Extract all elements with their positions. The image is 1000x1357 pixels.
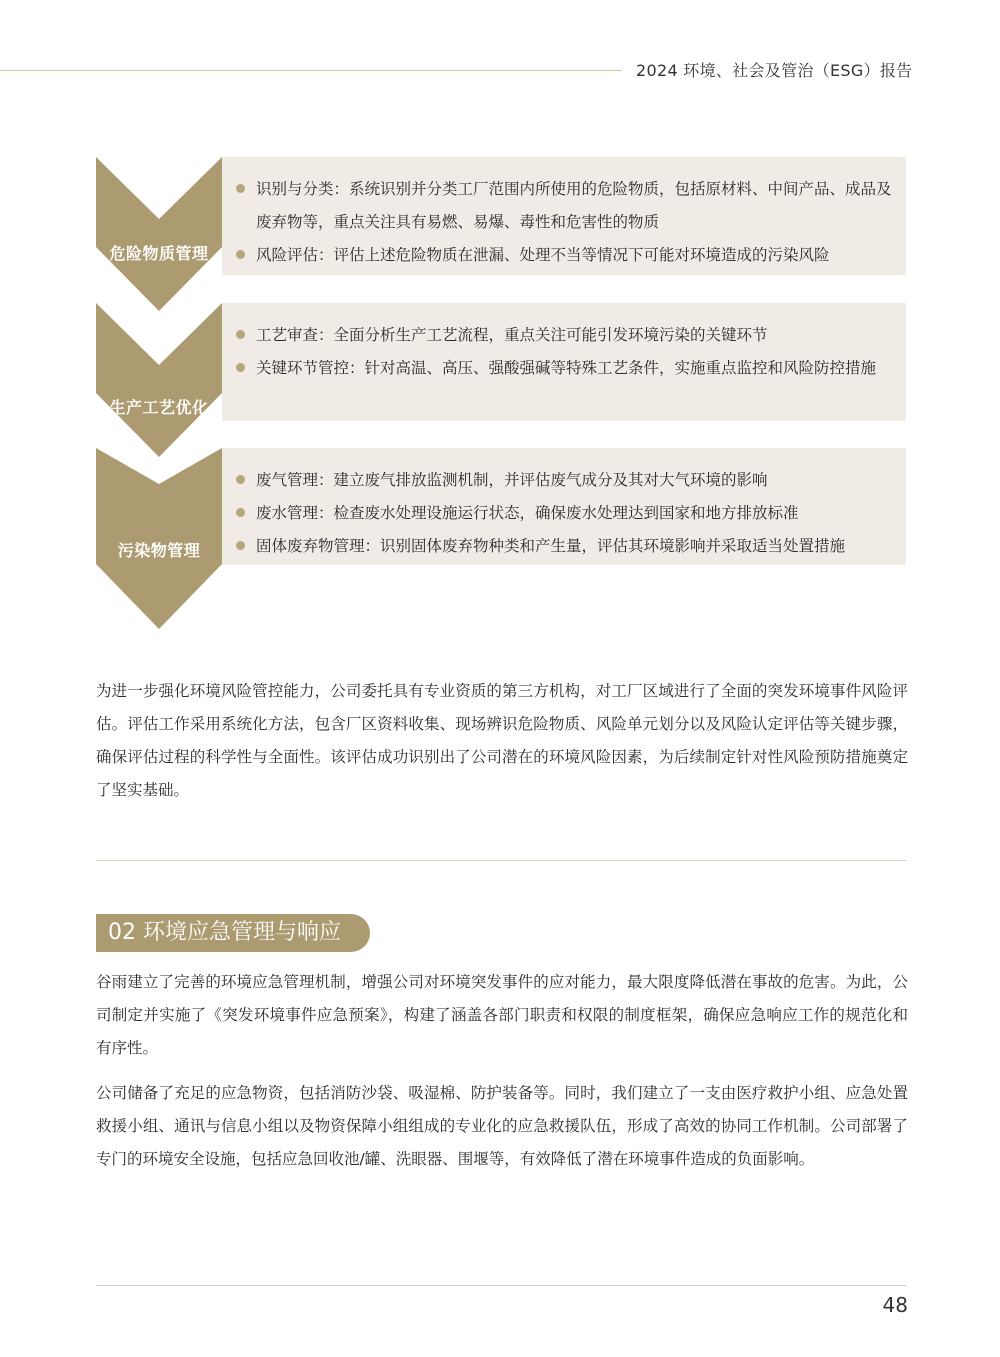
footer-rule xyxy=(96,1285,906,1286)
bullet-dot-icon xyxy=(236,475,245,484)
bullet-item xyxy=(236,319,892,352)
risk-assessment-paragraph: 为进一步强化环境风险管控能力，公司委托具有专业资质的第三方机构，对工厂区域进行了全面的突发环境事件风险评估。评估工作采用系统化方法，包含厂区资料收集、现场辨识危险物质、风险单元划分以及风险认定评估等关键步骤，确保评估过程的科学性与全面性。该评估成功识别出了公司潜在的环境风险因素，为后续制定针对性风险预防措施奠定了坚实基础。 xyxy=(96,682,908,799)
section-divider xyxy=(96,860,906,861)
bullet-item xyxy=(236,173,892,239)
bullet-dot-icon xyxy=(236,184,245,193)
header-rule xyxy=(0,70,622,71)
bullet-dot-icon xyxy=(236,508,245,517)
section-heading: 02 环境应急管理与响应 xyxy=(96,914,370,952)
bullet-dot-icon xyxy=(236,250,245,259)
page-number: 48 xyxy=(882,1293,908,1317)
emergency-paragraph-1: 谷雨建立了完善的环境应急管理机制，增强公司对环境突发事件的应对能力，最大限度降低潜在事故的危害。为此，公司制定并实施了《突发环境事件应急预案》，构建了涵盖各部门职责和权限的制度框架，确保应急响应工作的规范化和有序性。 xyxy=(96,973,908,1057)
bullet-item xyxy=(236,530,892,563)
report-title: 2024 环境、社会及管治（ESG）报告 xyxy=(636,61,913,80)
bullet-item xyxy=(236,352,892,385)
bullet-item xyxy=(236,239,892,272)
bullet-text: 废气管理：建立废气排放监测机制，并评估废气成分及其对大气环境的影响 xyxy=(256,471,768,489)
chevron-arrow-icon xyxy=(96,303,222,457)
bullet-item xyxy=(236,464,892,497)
process-label: 生产工艺优化 xyxy=(109,398,209,417)
bullet-item xyxy=(236,497,892,530)
bullet-dot-icon xyxy=(236,330,245,339)
bullet-dot-icon xyxy=(236,541,245,550)
process-panel xyxy=(222,303,906,421)
process-block-pollutant-management xyxy=(96,448,906,630)
emergency-paragraph-2: 公司储备了充足的应急物资，包括消防沙袋、吸湿棉、防护装备等。同时，我们建立了一支由医疗救护小组、应急处置救援小组、通讯与信息小组以及物资保障小组组成的专业化的应急救援队伍，形成了高效的协同工作机制。公司部署了专门的环境安全设施，包括应急回收池/罐、洗眼器、围堰等，有效降低了潜在环境事件造成的负面影响。 xyxy=(96,1084,908,1168)
process-label: 污染物管理 xyxy=(117,541,201,560)
process-label: 危险物质管理 xyxy=(109,244,209,263)
process-panel xyxy=(222,448,906,565)
bullet-text: 识别与分类：系统识别并分类工厂范围内所使用的危险物质，包括原材料、中间产品、成品及废弃物等，重点关注具有易燃、易爆、毒性和危害性的物质 xyxy=(256,180,892,231)
bullet-text: 风险评估：评估上述危险物质在泄漏、处理不当等情况下可能对环境造成的污染风险 xyxy=(256,246,830,264)
bullet-dot-icon xyxy=(236,363,245,372)
chevron-arrow-icon xyxy=(96,157,222,311)
bullet-text: 工艺审查：全面分析生产工艺流程，重点关注可能引发环境污染的关键环节 xyxy=(256,326,768,344)
bullet-text: 废水管理：检查废水处理设施运行状态，确保废水处理达到国家和地方排放标准 xyxy=(256,504,799,522)
process-panel xyxy=(222,157,906,275)
bullet-text: 固体废弃物管理：识别固体废弃物种类和产生量，评估其环境影响并采取适当处置措施 xyxy=(256,537,846,555)
bullet-text: 关键环节管控：针对高温、高压、强酸强碱等特殊工艺条件，实施重点监控和风险防控措施 xyxy=(256,359,877,377)
